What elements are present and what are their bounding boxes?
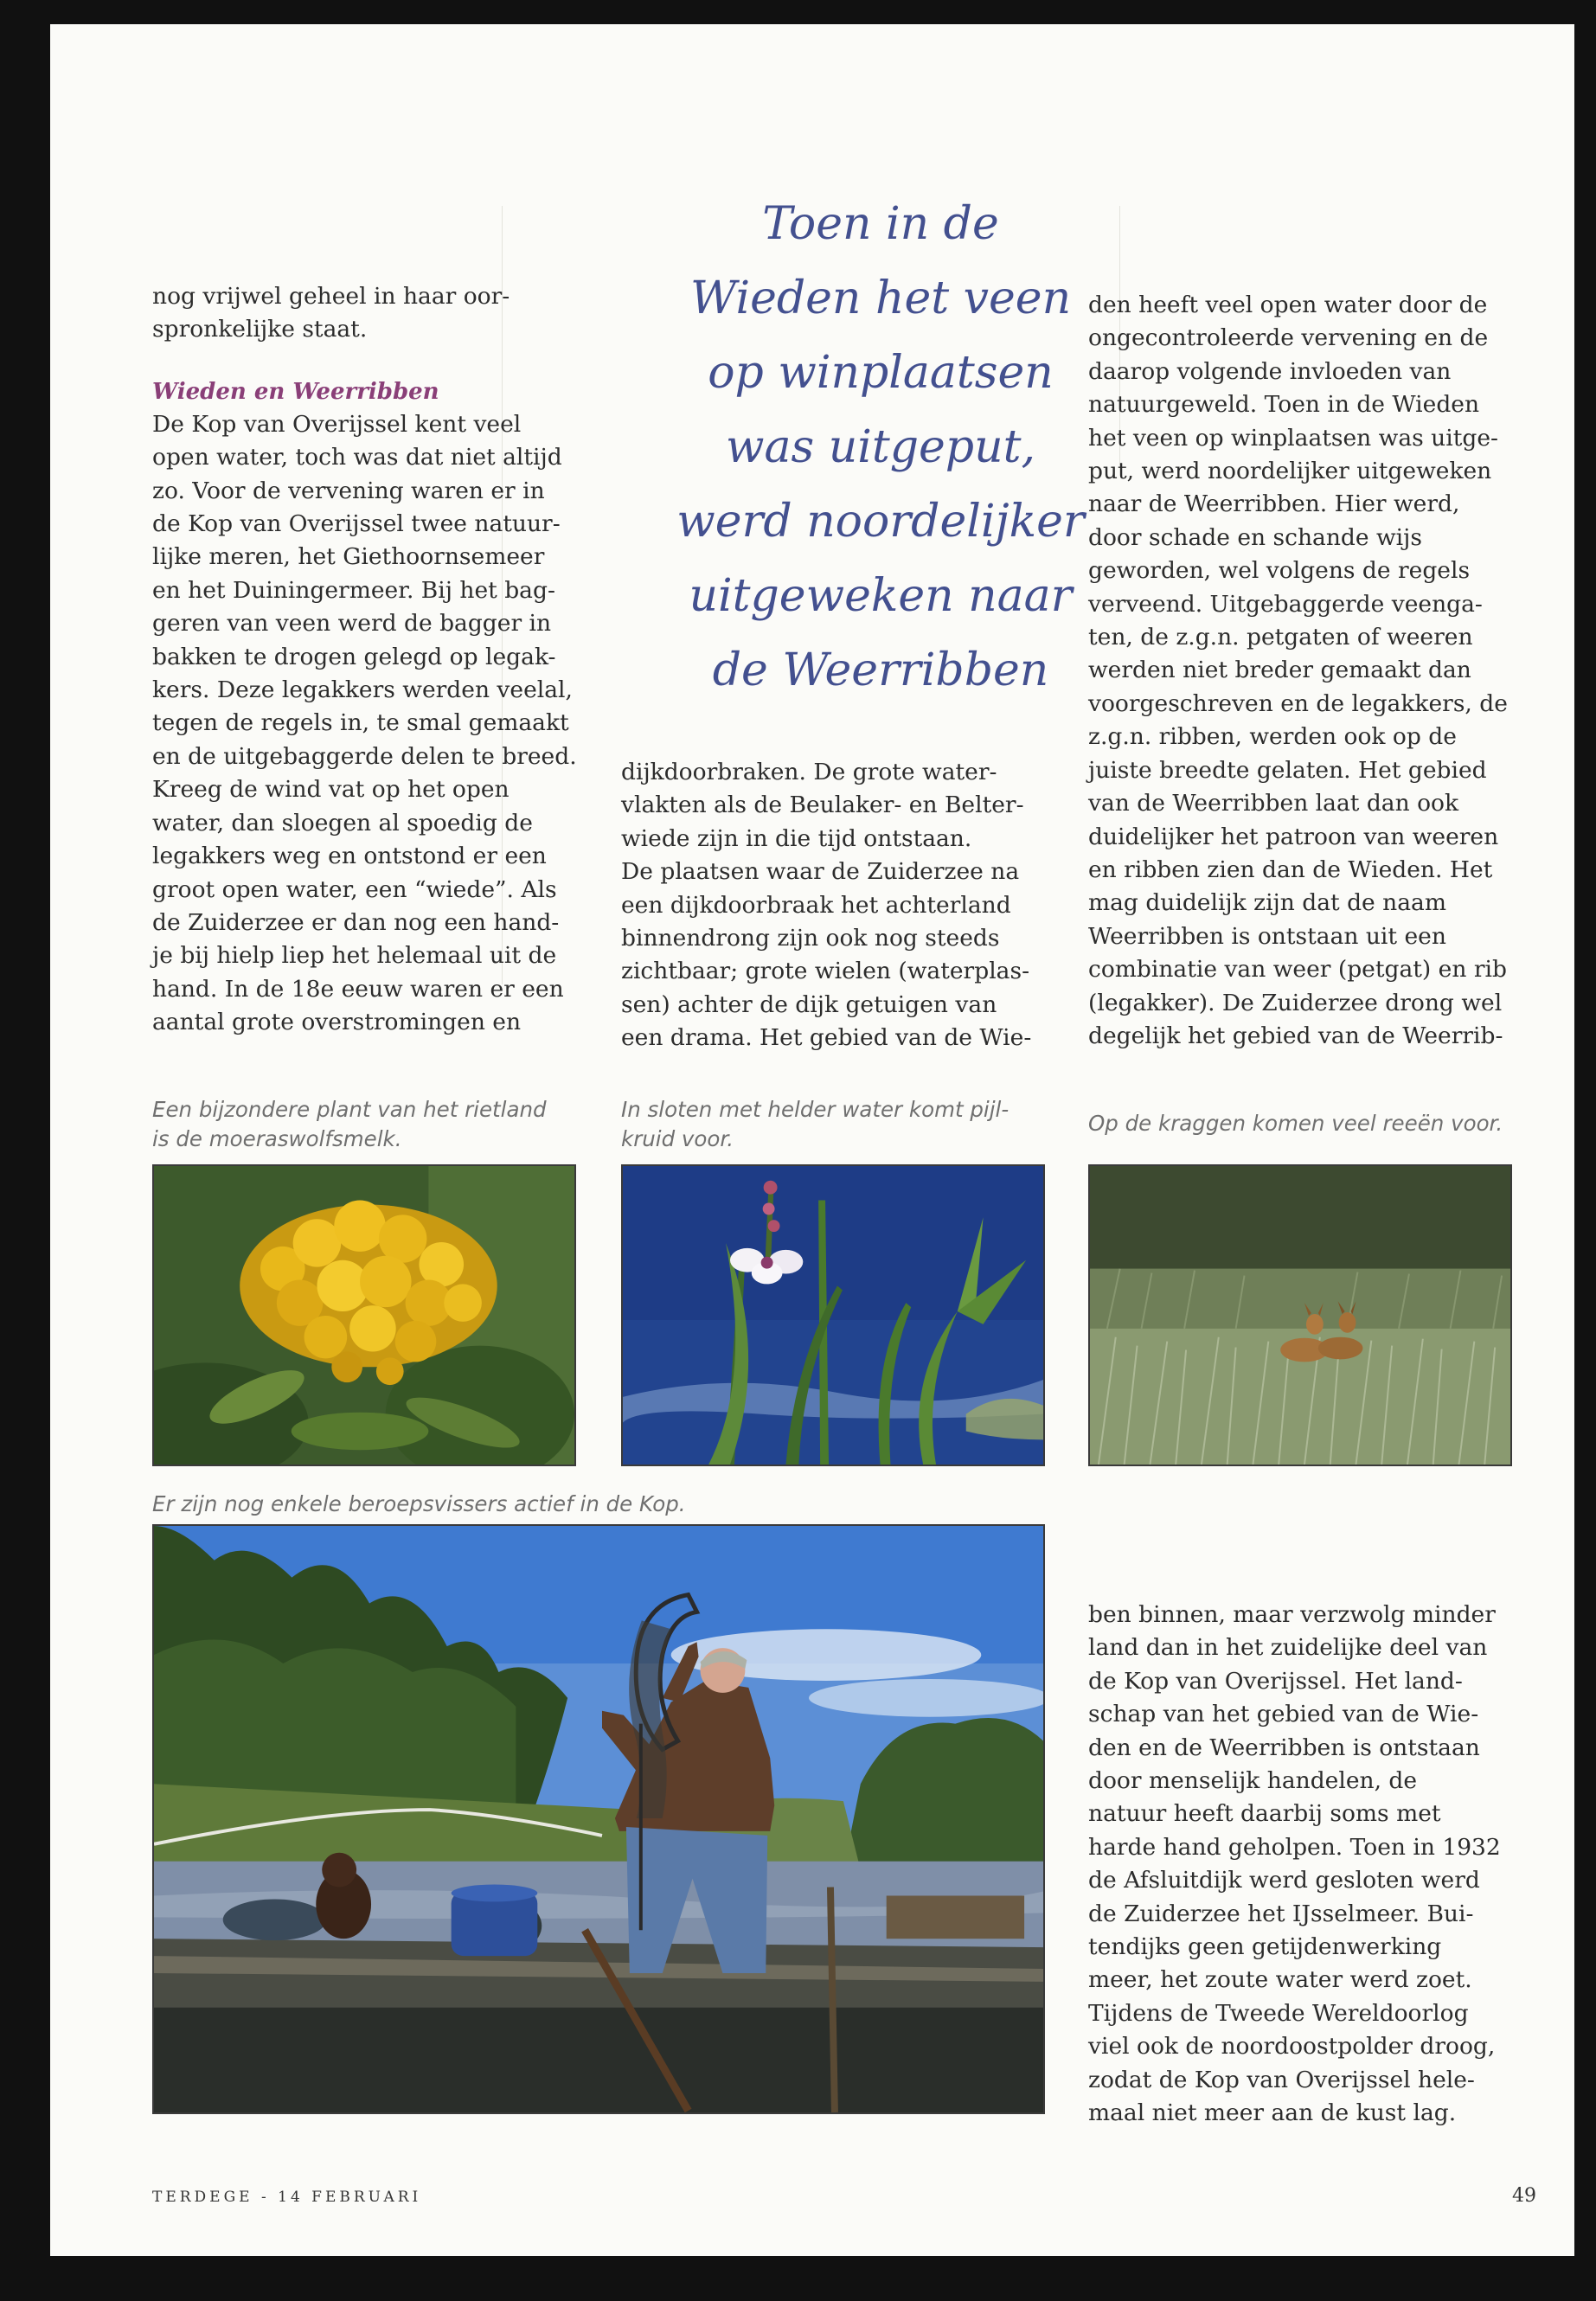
text-line: geworden, wel volgens de regels xyxy=(1088,557,1471,585)
column-3-body xyxy=(1088,289,1573,1053)
text-line: kers. Deze legakkers werden veelal, xyxy=(152,676,573,704)
text-line: schap van het gebied van de Wie- xyxy=(1088,1701,1479,1728)
text-line: zo. Voor de vervening waren er in xyxy=(152,477,545,504)
caption-photo-2 xyxy=(621,1095,1054,1154)
caption-line: is de moeraswolfsmelk. xyxy=(152,1126,402,1151)
text-line: ten, de z.g.n. petgaten of weeren xyxy=(1088,624,1473,651)
column-3-continued-body xyxy=(1088,1599,1573,2131)
caption-photo-4 xyxy=(152,1490,931,1519)
text-line: maal niet meer aan de kust lag. xyxy=(1088,2099,1457,2127)
photo-pijlkruid xyxy=(621,1164,1045,1466)
text-line: land dan in het zuidelijke deel van xyxy=(1088,1634,1488,1662)
magazine-page xyxy=(50,24,1574,2256)
pull-quote-line: Toen in de xyxy=(762,198,999,250)
text-line: meer, het zoute water werd zoet. xyxy=(1088,1966,1472,1994)
pull-quote-line: was uitgeput, xyxy=(725,421,1035,473)
text-line: tegen de regels in, te smal gemaakt xyxy=(152,709,569,737)
text-line: vlakten als de Beulaker- en Belter- xyxy=(621,792,1024,819)
photo-reeen xyxy=(1088,1164,1512,1466)
text-line: natuur heeft daarbij soms met xyxy=(1088,1800,1441,1828)
text-line: voorgeschreven en de legakkers, de xyxy=(1088,689,1508,717)
text-line: de Zuiderzee het IJsselmeer. Bui- xyxy=(1088,1900,1474,1927)
pull-quote-line: werd noordelijker xyxy=(676,496,1085,548)
caption-photo-3 xyxy=(1088,1109,1555,1138)
page-number: 49 xyxy=(1512,2185,1536,2207)
text-line: De plaatsen waar de Zuiderzee na xyxy=(621,858,1020,886)
text-line: hand. In de 18e eeuw waren er een xyxy=(152,975,564,1003)
text-line: de Afsluitdijk werd gesloten werd xyxy=(1088,1867,1480,1894)
text-line: tendijks geen getijdenwerking xyxy=(1088,1933,1442,1961)
caption-line: Er zijn nog enkele beroepsvissers actief in de Kop. xyxy=(152,1491,686,1516)
pull-quote-line: de Weerribben xyxy=(712,644,1049,696)
text-line: aantal grote overstromingen en xyxy=(152,1009,522,1036)
text-line: en ribben zien dan de Wieden. Het xyxy=(1088,856,1493,883)
pull-quote xyxy=(586,187,1175,708)
photo-moeraswolfsmelk xyxy=(152,1164,576,1466)
text-line: en het Duiningermeer. Bij het bag- xyxy=(152,576,555,604)
text-line: harde hand geholpen. Toen in 1932 xyxy=(1088,1833,1501,1861)
fisherman-illustration xyxy=(154,1526,1043,2112)
text-line: zichtbaar; grote wielen (waterplas- xyxy=(621,958,1030,985)
text-line: daarop volgende invloeden van xyxy=(1088,357,1452,385)
text-line: natuurgeweld. Toen in de Wieden xyxy=(1088,391,1480,419)
text-line: werden niet breder gemaakt dan xyxy=(1088,657,1471,684)
column-1 xyxy=(152,280,619,1040)
text-line: de Zuiderzee er dan nog een hand- xyxy=(152,908,560,936)
pull-quote-line: Wieden het veen xyxy=(689,272,1072,324)
column-2 xyxy=(621,756,1088,1055)
text-line: z.g.n. ribben, werden ook op de xyxy=(1088,723,1457,751)
text-line: verveend. Uitgebaggerde veenga- xyxy=(1088,590,1483,618)
text-line: duidelijker het patroon van weeren xyxy=(1088,823,1499,850)
caption-line: kruid voor. xyxy=(621,1126,734,1151)
text-line: wiede zijn in die tijd ontstaan. xyxy=(621,824,972,852)
text-line: mag duidelijk zijn dat de naam xyxy=(1088,889,1446,917)
text-line: Tijdens de Tweede Wereldoorlog xyxy=(1088,1999,1469,2027)
caption-line: Een bijzondere plant van het rietland xyxy=(152,1097,547,1122)
text-line: zodat de Kop van Overijssel hele- xyxy=(1088,2066,1475,2093)
text-line: dijkdoorbraken. De grote water- xyxy=(621,759,997,785)
caption-line: Op de kraggen komen veel reeën voor. xyxy=(1088,1111,1503,1136)
text-line: juiste breedte gelaten. Het gebied xyxy=(1088,756,1487,784)
text-line: een dijkdoorbraak het achterland xyxy=(621,891,1011,919)
text-line: een drama. Het gebied van de Wie- xyxy=(621,1024,1032,1052)
text-line: je bij hielp liep het helemaal uit de xyxy=(152,942,557,970)
text-line: legakkers weg en ontstond er een xyxy=(152,843,547,870)
column-3 xyxy=(1088,289,1573,1053)
text-line: Weerribben is ontstaan uit een xyxy=(1088,922,1446,950)
text-line: de Kop van Overijssel. Het land- xyxy=(1088,1667,1463,1695)
text-line: van de Weerribben laat dan ook xyxy=(1088,790,1459,817)
text-line: naar de Weerribben. Hier werd, xyxy=(1088,490,1460,518)
text-line: den heeft veel open water door de xyxy=(1088,292,1488,318)
text-line: den en de Weerribben is ontstaan xyxy=(1088,1734,1480,1761)
text-line: het veen op winplaatsen was uitge- xyxy=(1088,424,1498,452)
text-line: groot open water, een “wiede”. Als xyxy=(152,875,557,903)
text-line: binnendrong zijn ook nog steeds xyxy=(621,925,1000,952)
text-line: ben binnen, maar verzwolg minder xyxy=(1088,1601,1496,1628)
text-line: nog vrijwel geheel in haar oor- xyxy=(152,283,510,310)
text-line: water, dan sloegen al spoedig de xyxy=(152,809,533,836)
pull-quote-line: uitgeweken naar xyxy=(689,570,1073,622)
column-2-body xyxy=(621,756,1088,1055)
text-line: lijke meren, het Giethoornsemeer xyxy=(152,543,545,571)
pijlkruid-illustration xyxy=(623,1166,1043,1465)
text-line: de Kop van Overijssel twee natuur- xyxy=(152,510,561,538)
text-line: door schade en schande wijs xyxy=(1088,523,1422,551)
text-line: put, werd noordelijker uitgeweken xyxy=(1088,458,1492,485)
text-line: viel ook de noordoostpolder droog, xyxy=(1088,2033,1496,2061)
column-1-body xyxy=(152,408,619,1040)
column-1-intro xyxy=(152,280,619,347)
pull-quote-line: op winplaatsen xyxy=(708,347,1054,399)
text-line: Kreeg de wind vat op het open xyxy=(152,776,510,804)
text-line: door menselijk handelen, de xyxy=(1088,1767,1418,1795)
text-line: (legakker). De Zuiderzee drong wel xyxy=(1088,989,1503,1016)
text-line: sen) achter de dijk getuigen van xyxy=(621,990,997,1018)
deer-illustration xyxy=(1090,1166,1510,1465)
text-line: ongecontroleerde vervening en de xyxy=(1088,324,1489,352)
photo-beroepsvisser xyxy=(152,1524,1045,2114)
section-subheading: Wieden en Weerribben xyxy=(152,378,439,405)
text-line: en de uitgebaggerde delen te breed. xyxy=(152,742,577,770)
column-3-continued xyxy=(1088,1599,1573,2131)
text-line: combinatie van weer (petgat) en rib xyxy=(1088,956,1507,984)
text-line: De Kop van Overijssel kent veel xyxy=(152,410,522,438)
caption-line: In sloten met helder water komt pijl- xyxy=(621,1097,1010,1122)
magazine-footer: TERDEGE - 14 FEBRUARI xyxy=(152,2189,422,2206)
text-line: open water, toch was dat niet altijd xyxy=(152,444,562,471)
text-line: spronkelijke staat. xyxy=(152,316,368,343)
text-line: geren van veen werd de bagger in xyxy=(152,610,552,638)
caption-photo-1 xyxy=(152,1095,585,1154)
flower-illustration xyxy=(154,1166,574,1465)
text-line: bakken te drogen gelegd op legak- xyxy=(152,643,556,670)
text-line: degelijk het gebied van de Weerrib- xyxy=(1088,1022,1503,1049)
